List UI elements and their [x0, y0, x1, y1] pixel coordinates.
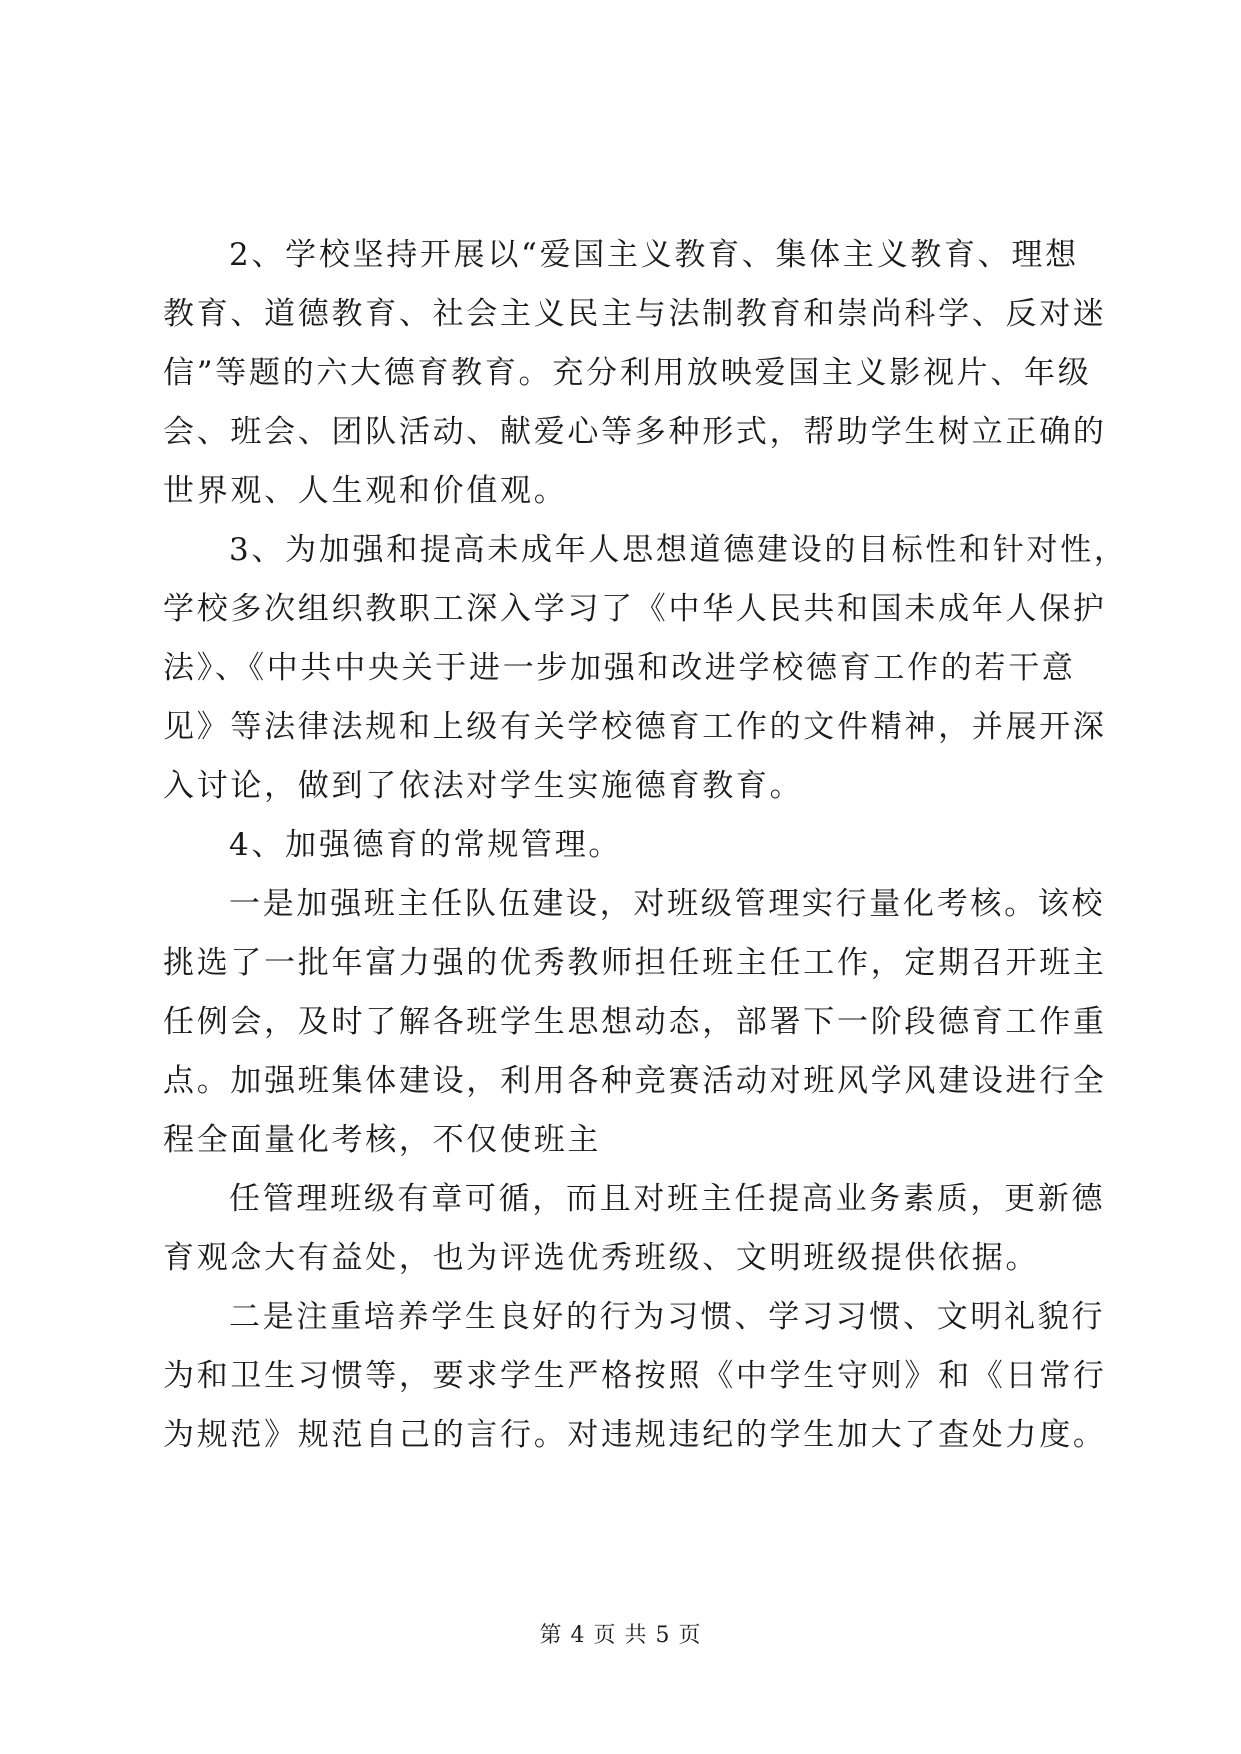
text-line: 教育、道德教育、社会主义民主与法制教育和崇尚科学、反对迷: [163, 296, 1107, 332]
text-line: 2、学校坚持开展以“爱国主义教育、集体主义教育、理想: [229, 237, 1079, 273]
paragraph: [163, 875, 1107, 1170]
paragraph: [163, 816, 1081, 875]
text-line: 程全面量化考核，不仅使班主: [163, 1122, 602, 1158]
text-line: 为规范》规范自己的言行。对违规违纪的学生加大了查处力度。: [163, 1417, 1107, 1453]
text-line: 世界观、人生观和价值观。: [163, 473, 568, 509]
text-line: 育观念大有益处，也为评选优秀班级、文明班级提供依据。: [163, 1240, 1040, 1276]
text-line: 挑选了一批年富力强的优秀教师担任班主任工作，定期召开班主: [163, 945, 1107, 981]
text-line: 任管理班级有章可循，而且对班主任提高业务素质，更新德: [229, 1181, 1106, 1217]
text-line: 为和卫生习惯等，要求学生严格按照《中学生守则》和《日常行: [163, 1358, 1107, 1394]
text-line: 入讨论，做到了依法对学生实施德育教育。: [163, 768, 804, 804]
paragraph: [163, 1170, 1106, 1288]
paragraph: [163, 1288, 1107, 1465]
text-line: 任例会，及时了解各班学生思想动态，部署下一阶段德育工作重: [163, 1004, 1107, 1040]
text-line: 法》、《中共中央关于进一步加强和改进学校德育工作的若干意: [163, 650, 1076, 686]
text-line: 会、班会、团队活动、献爱心等多种形式，帮助学生树立正确的: [163, 414, 1107, 450]
text-line: 学校多次组织教职工深入学习了《中华人民共和国未成年人保护: [163, 591, 1107, 627]
text-line: 3、为加强和提高未成年人思想道德建设的目标性和针对性，: [229, 532, 1128, 568]
document-body: [163, 226, 1128, 1465]
text-line: 4、加强德育的常规管理。: [229, 827, 623, 863]
text-line: 一是加强班主任队伍建设，对班级管理实行量化考核。该校: [229, 886, 1106, 922]
paragraph: [163, 226, 1107, 521]
text-line: 信”等题的六大德育教育。充分利用放映爱国主义影视片、年级: [163, 355, 1092, 391]
page-number-footer: 第 4 页 共 5 页: [539, 1623, 702, 1648]
text-line: 二是注重培养学生良好的行为习惯、学习习惯、文明礼貌行: [229, 1299, 1106, 1335]
text-line: 见》等法律法规和上级有关学校德育工作的文件精神，并展开深: [163, 709, 1107, 745]
text-line: 点。加强班集体建设，利用各种竞赛活动对班风学风建设进行全: [163, 1063, 1107, 1099]
paragraph: [163, 521, 1128, 816]
